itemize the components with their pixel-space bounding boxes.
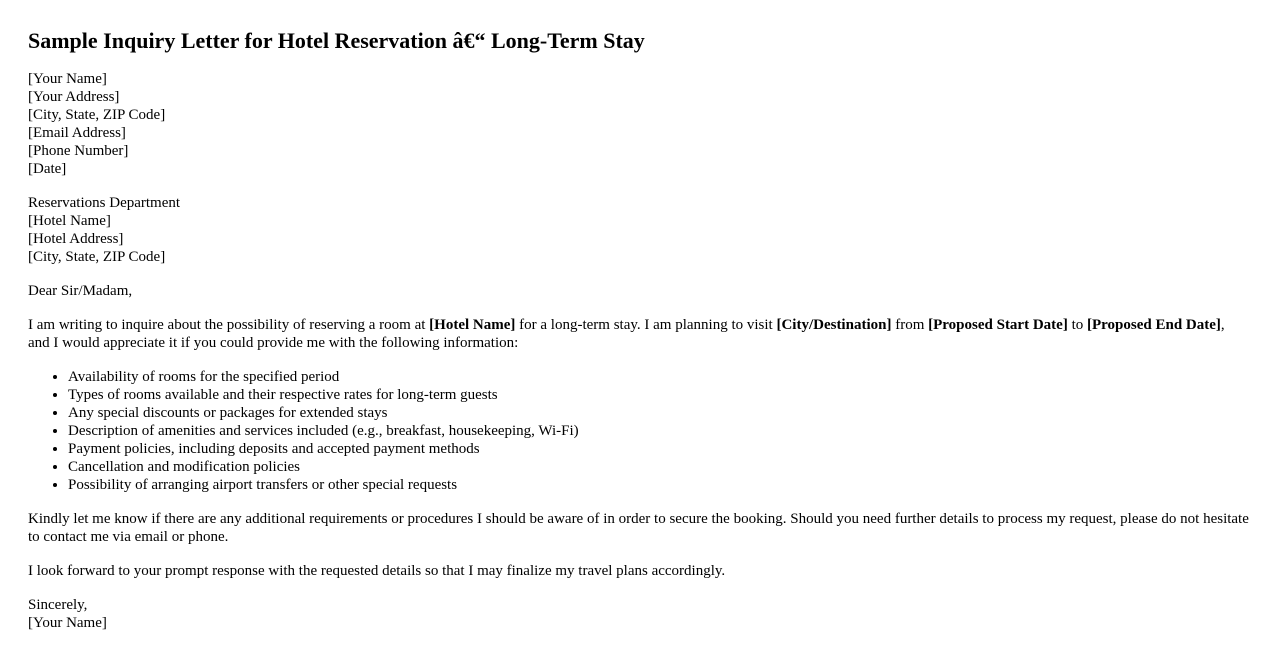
list-item: • Types of rooms available and their respective rates for long-term guests — [68, 386, 1250, 404]
signature-name: [Your Name] — [28, 615, 107, 631]
recipient-line: Reservations Department — [28, 195, 181, 211]
closing-paragraph: I look forward to your prompt response with the requested details so that I may finalize my travel plans accordingly. — [28, 563, 726, 579]
salutation: Dear Sir/Madam, — [28, 283, 133, 299]
list-item: • Cancellation and modification policies — [68, 458, 1250, 476]
sender-line: [Your Name] — [28, 71, 107, 87]
hotel-name-placeholder: [Hotel Name] — [429, 317, 516, 333]
intro-text: for a long-term stay. I am planning to visit — [515, 317, 777, 333]
recipient-line: [Hotel Address] — [28, 231, 124, 247]
signature-block — [28, 596, 1250, 632]
page-title: Sample Inquiry Letter for Hotel Reservation â€“ Long-Term Stay — [28, 28, 645, 53]
intro-paragraph — [28, 316, 1250, 352]
intro-text: I am writing to inquire about the possibility of reserving a room at — [28, 317, 430, 333]
recipient-address — [28, 194, 1250, 266]
sender-line: [Email Address] — [28, 125, 126, 141]
end-date-placeholder: [Proposed End Date] — [1087, 317, 1221, 333]
list-item: • Description of amenities and services included (e.g., breakfast, housekeeping, Wi-Fi) — [68, 422, 1250, 440]
intro-text: to — [1067, 317, 1087, 333]
information-list — [28, 368, 1250, 494]
sender-line: [Date] — [28, 161, 67, 177]
list-item: • Any special discounts or packages for extended stays — [68, 404, 1250, 422]
list-item: • Payment policies, including deposits and accepted payment methods — [68, 440, 1250, 458]
sender-line: [Your Address] — [28, 89, 120, 105]
requirements-paragraph: Kindly let me know if there are any additional requirements or procedures I should be aware of in order to secure the booking. Should you need further details to process my request, please do not hesitate to contact me via email or phone. — [28, 511, 1249, 545]
sender-line: [Phone Number] — [28, 143, 129, 159]
intro-text: , and I would appreciate it if you could provide me with the following information: — [28, 317, 1225, 351]
list-item: • Availability of rooms for the specified period — [68, 368, 1250, 386]
sender-line: [City, State, ZIP Code] — [28, 107, 166, 123]
recipient-line: [City, State, ZIP Code] — [28, 249, 166, 265]
destination-placeholder: [City/Destination] — [776, 317, 892, 333]
intro-text: from — [891, 317, 929, 333]
start-date-placeholder: [Proposed Start Date] — [928, 317, 1068, 333]
list-item: • Possibility of arranging airport transfers or other special requests — [68, 476, 1250, 494]
recipient-line: [Hotel Name] — [28, 213, 111, 229]
closing: Sincerely, — [28, 597, 88, 613]
sender-address — [28, 70, 1250, 178]
